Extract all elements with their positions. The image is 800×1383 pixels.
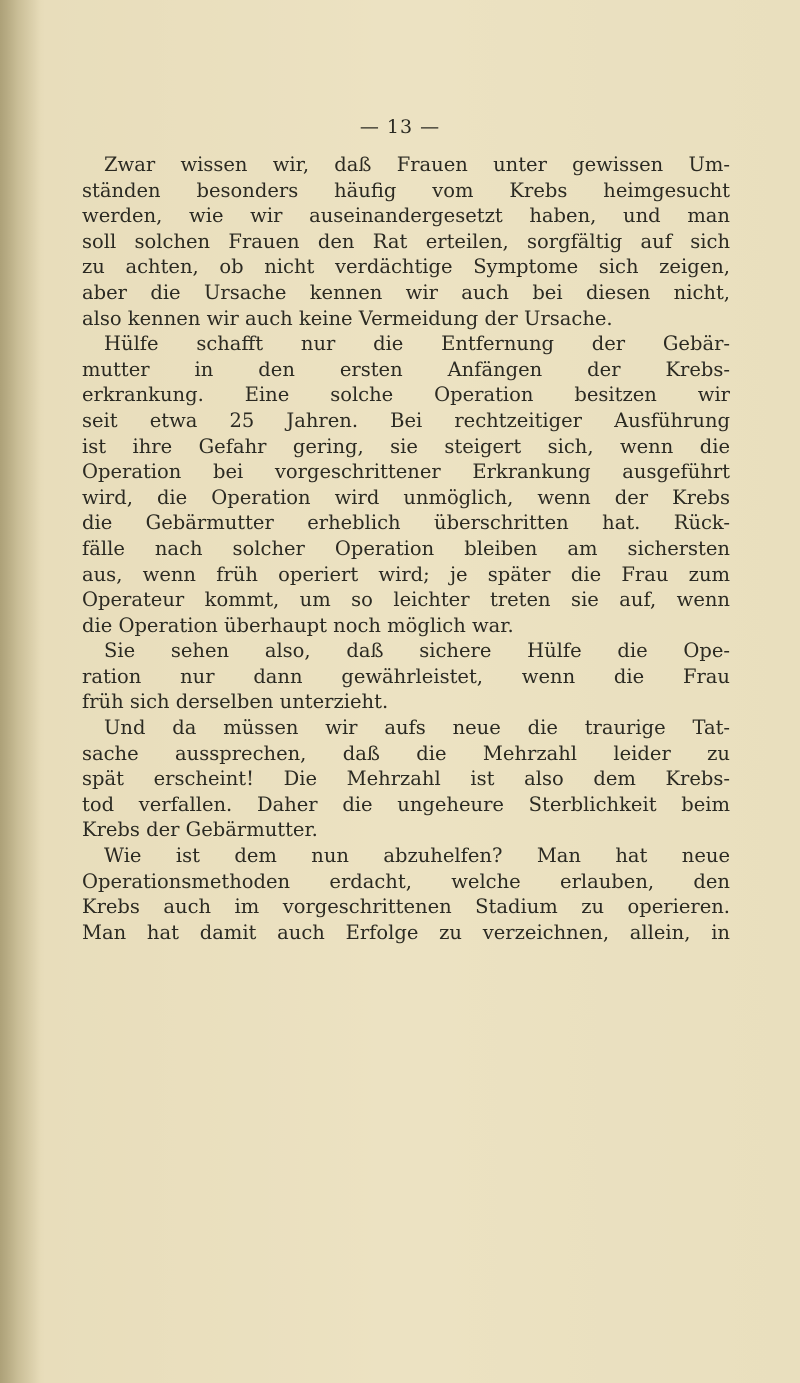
text-line: werden, wie wir auseinandergesetzt haben, und man <box>82 204 730 228</box>
text-line: sache aussprechen, daß die Mehrzahl leider zu <box>82 741 730 765</box>
body-text <box>82 152 730 945</box>
text-line: erkrankung. Eine solche Operation besitzen wir <box>82 383 730 407</box>
binding-shadow <box>0 0 40 1383</box>
text-line: Sie sehen also, daß sichere Hülfe die Ope- <box>104 639 730 663</box>
text-line: spät erscheint! Die Mehrzahl ist also dem Krebs- <box>82 767 730 791</box>
text-line: aber die Ursache kennen wir auch bei diesen nicht, <box>82 280 730 304</box>
text-line: ständen besonders häufig vom Krebs heimgesucht <box>82 178 730 202</box>
text-line: Operationsmethoden erdacht, welche erlauben, den <box>82 869 730 893</box>
text-line: also kennen wir auch keine Vermeidung der Ursache. <box>82 306 613 330</box>
text-line: die Gebärmutter erheblich überschritten hat. Rück- <box>82 511 730 535</box>
text-line: Und da müssen wir aufs neue die traurige Tat- <box>104 716 730 740</box>
text-line: aus, wenn früh operiert wird; je später die Frau zum <box>82 562 730 586</box>
text-line: früh sich derselben unterzieht. <box>82 690 389 714</box>
text-line: Zwar wissen wir, daß Frauen unter gewissen Um- <box>104 153 730 176</box>
text-line: Krebs der Gebärmutter. <box>82 818 318 842</box>
text-line: Wie ist dem nun abzuhelfen? Man hat neue <box>104 844 730 868</box>
text-line: Man hat damit auch Erfolge zu verzeichnen, allein, in <box>82 920 730 944</box>
text-line: Hülfe schafft nur die Entfernung der Gebär- <box>104 332 730 356</box>
text-line: wird, die Operation wird unmöglich, wenn der Krebs <box>82 485 730 509</box>
text-line: fälle nach solcher Operation bleiben am sichersten <box>82 536 730 560</box>
text-line: ration nur dann gewährleistet, wenn die Frau <box>82 664 730 688</box>
text-line: soll solchen Frauen den Rat erteilen, sorgfältig auf sich <box>82 229 730 253</box>
text-line: mutter in den ersten Anfängen der Krebs- <box>82 357 730 381</box>
text-line: tod verfallen. Daher die ungeheure Sterblichkeit beim <box>82 792 730 816</box>
text-line: Operation bei vorgeschrittener Erkrankung ausgeführt <box>82 460 730 484</box>
text-line: Operateur kommt, um so leichter treten sie auf, wenn <box>82 588 730 612</box>
text-line: seit etwa 25 Jahren. Bei rechtzeitiger Ausführung <box>82 408 730 432</box>
text-line: die Operation überhaupt noch möglich war. <box>82 613 514 637</box>
text-line: Krebs auch im vorgeschrittenen Stadium zu operieren. <box>82 895 730 919</box>
text-line: ist ihre Gefahr gering, sie steigert sich, wenn die <box>82 434 730 458</box>
text-line: zu achten, ob nicht verdächtige Symptome sich zeigen, <box>82 255 730 279</box>
page-number: — 13 — <box>359 116 441 138</box>
